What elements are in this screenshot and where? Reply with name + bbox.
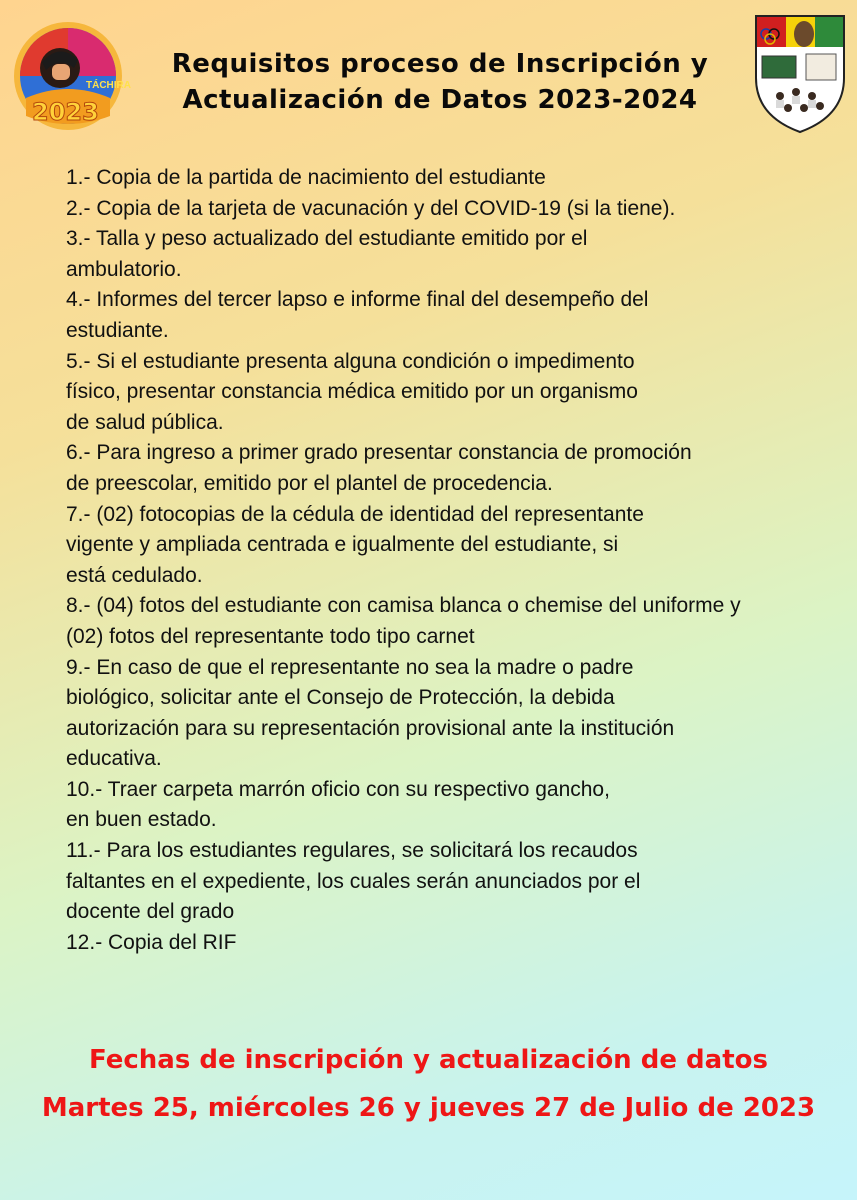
registration-dates — [0, 1036, 857, 1132]
requirement-item — [66, 928, 846, 959]
registration-dates-heading: Fechas de inscripción y actualización de datos — [89, 1045, 768, 1075]
requirement-line: 1.- Copia de la partida de nacimiento del estudiante — [66, 166, 546, 189]
requirement-line: ambulatorio. — [66, 257, 182, 281]
requirement-line: 4.- Informes del tercer lapso e informe final del desempeño del — [66, 288, 649, 312]
page-title-line1: Requisitos proceso de Inscripción y — [171, 49, 709, 79]
requirement-item — [66, 591, 846, 652]
requirement-line: biológico, solicitar ante el Consejo de Protección, la debida — [66, 686, 615, 710]
requirement-line: 11.- Para los estudiantes regulares, se solicitará los recaudos — [66, 839, 638, 863]
requirement-line: 3.- Talla y peso actualizado del estudiante emitido por el — [66, 227, 588, 251]
tachira-2023-logo-icon — [12, 20, 131, 132]
requirement-line: estudiante. — [66, 318, 169, 342]
requirement-line: 5.- Si el estudiante presenta alguna condición o impedimento — [66, 349, 635, 373]
requirements-list — [66, 163, 846, 958]
requirement-line: docente del grado — [66, 900, 235, 924]
school-shield-icon — [752, 12, 848, 136]
requirement-line: en buen estado. — [66, 808, 217, 832]
requirement-item — [66, 653, 846, 775]
requirement-item — [66, 224, 846, 285]
tachira-logo — [12, 20, 131, 132]
requirement-line: 2.- Copia de la tarjeta de vacunación y del COVID-19 (si la tiene). — [66, 196, 676, 220]
requirement-item — [66, 775, 846, 836]
requirement-line: está cedulado. — [66, 563, 203, 587]
requirement-item — [66, 194, 846, 225]
registration-dates-days: Martes 25, miércoles 26 y jueves 27 de Julio de 2023 — [41, 1093, 816, 1123]
requirement-line: de preescolar, emitido por el plantel de procedencia. — [66, 471, 553, 495]
tachira-logo-year: 2023 — [32, 98, 99, 126]
requirement-item — [66, 285, 846, 346]
requirement-line: físico, presentar constancia médica emitido por un organismo — [66, 380, 638, 404]
page-title — [130, 46, 750, 118]
requirement-item — [66, 347, 846, 439]
requirement-line: educativa. — [66, 747, 162, 771]
requirement-line: 6.- Para ingreso a primer grado presentar constancia de promoción — [66, 441, 692, 465]
requirement-line: 10.- Traer carpeta marrón oficio con su respectivo gancho, — [66, 777, 610, 801]
requirement-item — [66, 836, 846, 928]
requirement-item — [66, 163, 846, 194]
requirement-line: 7.- (02) fotocopias de la cédula de identidad del representante — [66, 502, 644, 526]
requirement-line: (02) fotos del representante todo tipo carnet — [66, 624, 475, 648]
page-title-line2: Actualización de Datos 2023-2024 — [182, 85, 698, 115]
requirement-line: autorización para su representación provisional ante la institución — [66, 716, 675, 740]
requirement-line: de salud pública. — [66, 410, 224, 434]
requirement-item — [66, 438, 846, 499]
requirement-line: 8.- (04) fotos del estudiante con camisa blanca o chemise del uniforme y — [66, 594, 741, 618]
requirement-line: 12.- Copia del RIF — [66, 930, 237, 954]
requirement-line: vigente y ampliada centrada e igualmente del estudiante, si — [66, 533, 619, 557]
school-shield-logo — [752, 12, 848, 136]
requirement-line: 9.- En caso de que el representante no sea la madre o padre — [66, 655, 634, 679]
tachira-logo-text: TÁCHIRA — [86, 80, 131, 91]
requirement-line: faltantes en el expediente, los cuales serán anunciados por el — [66, 869, 641, 893]
requirement-item — [66, 500, 846, 592]
